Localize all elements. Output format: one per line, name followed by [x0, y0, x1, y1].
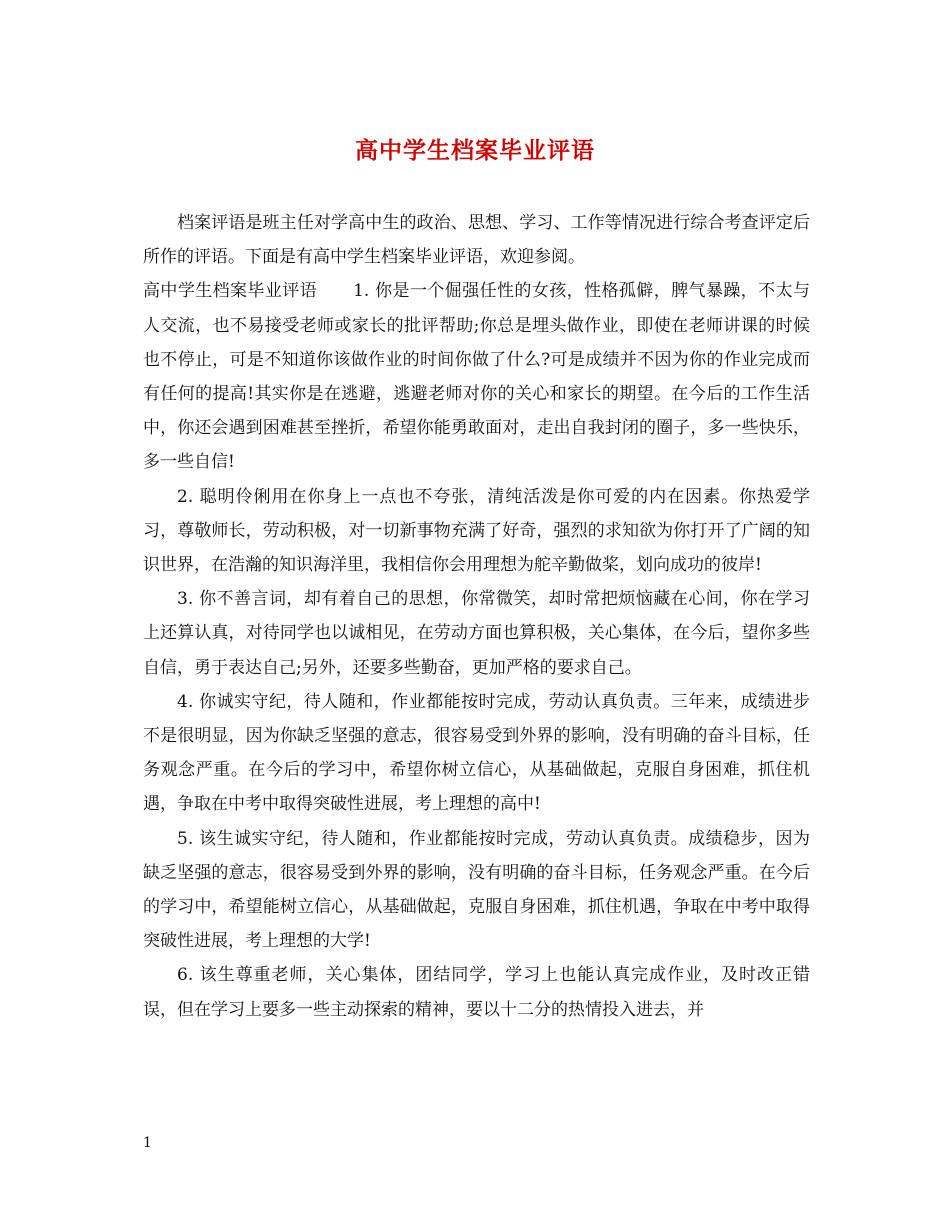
- document-body: [143, 206, 810, 1027]
- document-title: 高中学生档案毕业评语: [355, 137, 595, 164]
- intro-paragraph: 档案评语是班主任对学高中生的政治、思想、学习、工作等情况进行综合考查评定后所作的评语。下面是有高中学生档案毕业评语，欢迎参阅。: [143, 213, 810, 268]
- page-number: 1: [143, 1135, 152, 1151]
- comment-paragraph-5: 5. 该生诚实守纪，待人随和，作业都能按时完成，劳动认真负责。成绩稳步，因为缺乏坚强的意志，很容易受到外界的影响，没有明确的奋斗目标，任务观念严重。在今后的学习中，希望能树立信心，从基础做起，克服自身困难，抓住机遇，争取在中考中取得突破性进展，考上理想的大学!: [143, 828, 810, 952]
- comment-text-1: 1. 你是一个倔强任性的女孩，性格孤僻，脾气暴躁，不太与人交流，也不易接受老师或家长的批评帮助;你总是埋头做作业，即使在老师讲课的时候也不停止，可是不知道你该做作业的时间你做了什么?可是成绩并不因为你的作业完成而有任何的提高!其实你是在逃避，逃避老师对你的关心和家长的期望。在今后的工作生活中，你还会遇到困难甚至挫折，希望你能勇敢面对，走出自我封闭的圈子，多一些快乐，多一些自信!: [143, 281, 810, 473]
- comment-paragraph-3: 3. 你不善言词，却有着自己的思想，你常微笑，却时常把烦恼藏在心间，你在学习上还算认真，对待同学也以诚相见，在劳动方面也算积极，关心集体，在今后，望你多些自信，勇于表达自己;另外，还要多些勤奋，更加严格的要求自己。: [143, 589, 810, 678]
- comment-paragraph-1: [143, 274, 810, 479]
- section-heading: 高中学生档案毕业评语: [143, 281, 318, 302]
- comment-paragraph-4: 4. 你诚实守纪，待人随和，作业都能按时完成，劳动认真负责。三年来，成绩进步不是很明显，因为你缺乏坚强的意志，很容易受到外界的影响，没有明确的奋斗目标，任务观念严重。在今后的学习中，希望你树立信心，从基础做起，克服自身困难，抓住机遇，争取在中考中取得突破性进展，考上理想的高中!: [143, 691, 810, 815]
- comment-paragraph-2: 2. 聪明伶俐用在你身上一点也不夸张，清纯活泼是你可爱的内在因素。你热爱学习，尊敬师长，劳动积极，对一切新事物充满了好奇，强烈的求知欲为你打开了广阔的知识世界，在浩瀚的知识海洋里，我相信你会用理想为舵辛勤做桨，划向成功的彼岸!: [143, 486, 810, 576]
- comment-paragraph-6: 6. 该生尊重老师，关心集体，团结同学，学习上也能认真完成作业，及时改正错误，但在学习上要多一些主动探索的精神，要以十二分的热情投入进去，并: [143, 965, 810, 1020]
